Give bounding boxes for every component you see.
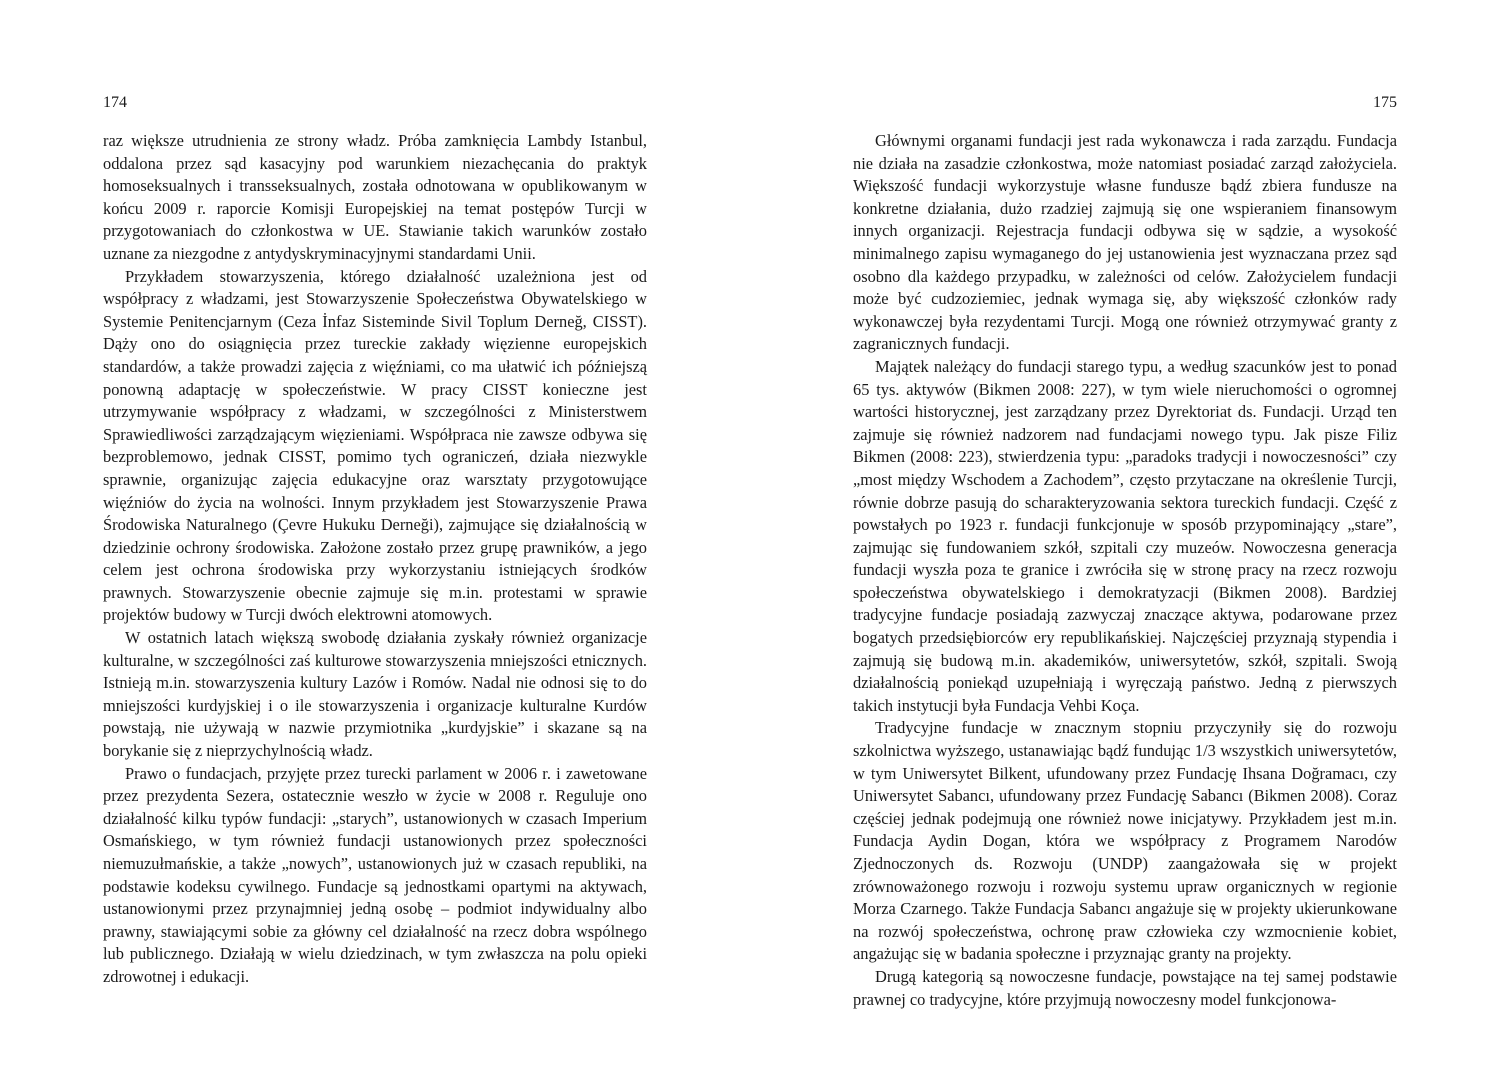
left-page-text <box>103 130 647 989</box>
right-page <box>750 0 1500 1086</box>
paragraph: Prawo o fundacjach, przyjęte przez turecki parlament w 2006 r. i zawetowane przez prezydenta Sezera, ostatecznie weszło w życie w 2008 r. Reguluje ono działalność kilku typów fundacji: „starych”, ustanowionych w czasach Imperium Osmańskiego, w tym również fundacji ustanowionych przez społeczności niemuzułmańskie, a także „nowych”, ustanowionych już w czasach republiki, na podstawie kodeksu cywilnego. Fundacje są jednostkami opartymi na aktywach, ustanowionymi przez przynajmniej jedną osobę – podmiot indywidualny albo prawny, stawiającymi sobie za główny cel działalność na rzecz dobra wspólnego lub publicznego. Działają w wielu dziedzinach, w tym zwłaszcza na polu opieki zdrowotnej i edukacji. <box>103 763 647 986</box>
page-number-right: 175 <box>1373 94 1397 111</box>
paragraph: Drugą kategorią są nowoczesne fundacje, powstające na tej samej podstawie prawnej co tradycyjne, które przyjmują nowoczesny model funkcjonowa- <box>853 966 1397 1009</box>
paragraph: Tradycyjne fundacje w znacznym stopniu przyczyniły się do rozwoju szkolnictwa wyższego, ustanawiając bądź fundując 1/3 wszystkich uniwersytetów, w tym Uniwersytet Bilkent, ufundowany przez Fundację Ihsana Doğramacı, czy Uniwersytet Sabancı, ufundowany przez Fundację Sabancı (Bikmen 2008). Coraz częściej jednak podejmują one również nowe inicjatywy. Przykładem jest m.in. Fundacja Aydin Dogan, która we współpracy z Programem Narodów Zjednoczonych ds. Rozwoju (UNDP) zaangażowała się w projekt zrównoważonego rozwoju i rozwoju systemu upraw organicznych w regionie Morza Czarnego. Także Fundacja Sabancı angażuje się w projekty ukierunkowane na rozwój społeczeństwa, ochronę praw człowieka czy wzmocnienie kobiet, angażując się w badania społeczne i przyznając granty na projekty. <box>853 718 1397 964</box>
page-number-left: 174 <box>103 94 127 111</box>
paragraph: Głównymi organami fundacji jest rada wykonawcza i rada zarządu. Fundacja nie działa na zasadzie członkostwa, może natomiast posiadać zarząd założyciela. Większość fundacji wykorzystuje własne fundusze bądź zbiera fundusze na konkretne działania, dużo rzadziej zajmują się one wspieraniem finansowym innych organizacji. Rejestracja fundacji odbywa się w sądzie, a wysokość minimalnego zapisu wymaganego do jej ustanowienia jest wyznaczana przez sąd osobno dla każdego przypadku, w zależności od celów. Założycielem fundacji może być cudzoziemiec, jednak wymaga się, aby większość członków rady wykonawczej była rezydentami Turcji. Mogą one również otrzymywać granty z zagranicznych fundacji. <box>853 131 1397 354</box>
paragraph: Majątek należący do fundacji starego typu, a według szacunków jest to ponad 65 tys. aktywów (Bikmen 2008: 227), w tym wiele nieruchomości o ogromnej wartości historycznej, jest zarządzany przez Dyrektoriat ds. Fundacji. Urząd ten zajmuje się również nadzorem nad fundacjami nowego typu. Jak pisze Filiz Bikmen (2008: 223), stwierdzenia typu: „paradoks tradycji i nowoczesności” czy „most między Wschodem a Zachodem”, często przytaczane na określenie Turcji, równie dobrze pasują do scharakteryzowania sektora tureckich fundacji. Część z powstałych po 1923 r. fundacji funkcjonuje w sposób przypominający „stare”, zajmując się fundowaniem szkół, szpitali czy muzeów. Nowoczesna generacja fundacji wyszła poza te granice i zwróciła się w stronę pracy na rzecz rozwoju społeczeństwa obywatelskiego i demokratyzacji (Bikmen 2008). Bardziej tradycyjne fundacje posiadają zazwyczaj znaczące aktywa, podarowane przez bogatych przedsiębiorców ery republikańskiej. Najczęściej przyznają stypendia i zajmują się budową m.in. akademików, uniwersytetów, szkół, szpitali. Swoją działalnością poniekąd uzupełniają i wyręczają państwo. Jedną z pierwszych takich instytucji była Fundacja Vehbi Koça. <box>853 356 1397 715</box>
right-page-text <box>853 130 1397 1011</box>
paragraph: W ostatnich latach większą swobodę działania zyskały również organizacje kulturalne, w szczególności zaś kulturowe stowarzyszenia mniejszości etnicznych. Istnieją m.in. stowarzyszenia kultury Lazów i Romów. Nadal nie odnosi się to do mniejszości kurdyjskiej i o ile stowarzyszenia i organizacje kulturalne Kurdów powstają, nie używają w nazwie przymiotnika „kurdyjskie” i skazane są na borykanie się z nieprzychylnością władz. <box>103 628 647 761</box>
paragraph: Przykładem stowarzyszenia, którego działalność uzależniona jest od współpracy z władzami, jest Stowarzyszenie Społeczeństwa Obywatelskiego w Systemie Penitencjarnym (Ceza İnfaz Sisteminde Sivil Toplum Derneğ, CISST). Dąży ono do osiągnięcia przez tureckie zakłady więzienne europejskich standardów, a także prowadzi zajęcia z więźniami, co ma ułatwić ich późniejszą ponowną adaptację w społeczeństwie. W pracy CISST konieczne jest utrzymywanie współpracy z władzami, w szczególności z Ministerstwem Sprawiedliwości zarządzającym więzieniami. Współpraca nie zawsze odbywa się bezproblemowo, jednak CISST, pomimo tych ograniczeń, działa niezwykle sprawnie, organizując zajęcia edukacyjne oraz warsztaty przygotowujące więźniów do życia na wolności. Innym przykładem jest Stowarzyszenie Prawa Środowiska Naturalnego (Çevre Hukuku Derneği), zajmujące się działalnością w dziedzinie ochrony środowiska. Założone zostało przez grupę prawników, a jego celem jest ochrona środowiska przy wykorzystaniu istniejących środków prawnych. Stowarzyszenie obecnie zajmuje się m.in. protestami w sprawie projektów budowy w Turcji dwóch elektrowni atomowych. <box>103 266 647 625</box>
paragraph: raz większe utrudnienia ze strony władz. Próba zamknięcia Lambdy Istanbul, oddalona przez sąd kasacyjny pod warunkiem niezachęcania do praktyk homoseksualnych i transseksualnych, została odnotowana w opublikowanym w końcu 2009 r. raporcie Komisji Europejskiej na temat postępów Turcji w przygotowaniach do członkostwa w UE. Stawianie takich warunków zostało uznane za niezgodne z antydyskryminacyjnymi standardami Unii. <box>103 131 647 263</box>
